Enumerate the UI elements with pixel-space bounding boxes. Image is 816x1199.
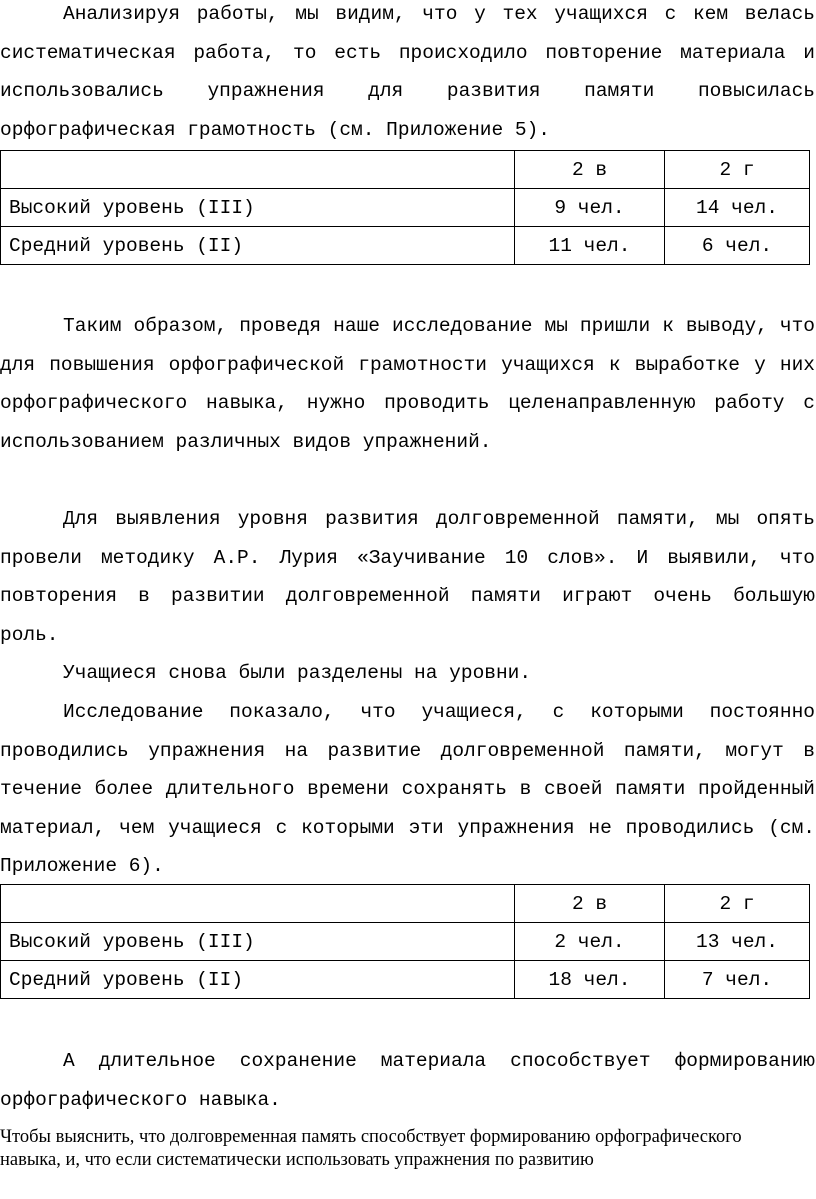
table-cell: Высокий уровень (III) (1, 189, 515, 227)
table-header-cell (1, 151, 515, 189)
table-header-cell: 2 в (515, 885, 665, 923)
paragraph-method: Для выявления уровня развития долговременной памяти, мы опять провели методику А.Р. Лурия «Заучивание 10 слов». И выявили, что повторения в развитии долговременной памяти играют очень большую роль. (0, 508, 815, 646)
paragraph-analysis: Анализируя работы, мы видим, что у тех учащихся с кем велась систематическая работа, то есть происходило повторение материала и использовались упражнения для развития памяти повысилась орфографическая грамотность (см. Приложение 5). (0, 3, 815, 141)
table-cell: 18 чел. (515, 961, 665, 999)
table-header-cell: 2 г (665, 151, 810, 189)
table-cell: Высокий уровень (III) (1, 923, 515, 961)
table-header-cell: 2 в (515, 151, 665, 189)
table-cell: 7 чел. (665, 961, 810, 999)
table-header-cell: 2 г (665, 885, 810, 923)
results-table-1 (0, 150, 810, 265)
table-cell: 13 чел. (665, 923, 810, 961)
table-cell: Средний уровень (II) (1, 227, 515, 265)
table-cell: Средний уровень (II) (1, 961, 515, 999)
table-row (1, 961, 810, 999)
table-header-row (1, 151, 810, 189)
table-row (1, 923, 810, 961)
table-cell: 6 чел. (665, 227, 810, 265)
results-table-2 (0, 884, 810, 999)
table-cell: 11 чел. (515, 227, 665, 265)
table-cell: 14 чел. (665, 189, 810, 227)
paragraph-levels: Учащиеся снова были разделены на уровни. (63, 662, 532, 684)
table-cell: 9 чел. (515, 189, 665, 227)
paragraph-conclusion: Таким образом, проведя наше исследование мы пришли к выводу, что для повышения орфографической грамотности учащихся к выработке у них орфографического навыка, нужно проводить целенаправленную работу с использованием различных видов упражнений. (0, 315, 815, 453)
table-row (1, 227, 810, 265)
paragraph-retention: А длительное сохранение материала способствует формированию орфографического навыка. (0, 1050, 815, 1111)
table-header-cell (1, 885, 515, 923)
table-cell: 2 чел. (515, 923, 665, 961)
table-header-row (1, 885, 810, 923)
paragraph-study-result: Исследование показало, что учащиеся, с которыми постоянно проводились упражнения на развитие долговременной памяти, могут в течение более длительного времени сохранять в своей памяти пройденный материал, чем учащиеся с которыми эти упражнения не проводились (см. Приложение 6). (0, 701, 815, 877)
footer-text: Чтобы выяснить, что долговременная память способствует формированию орфографического навыка, и, что если систематически использовать упражнения по развитию (0, 1127, 742, 1170)
table-row (1, 189, 810, 227)
